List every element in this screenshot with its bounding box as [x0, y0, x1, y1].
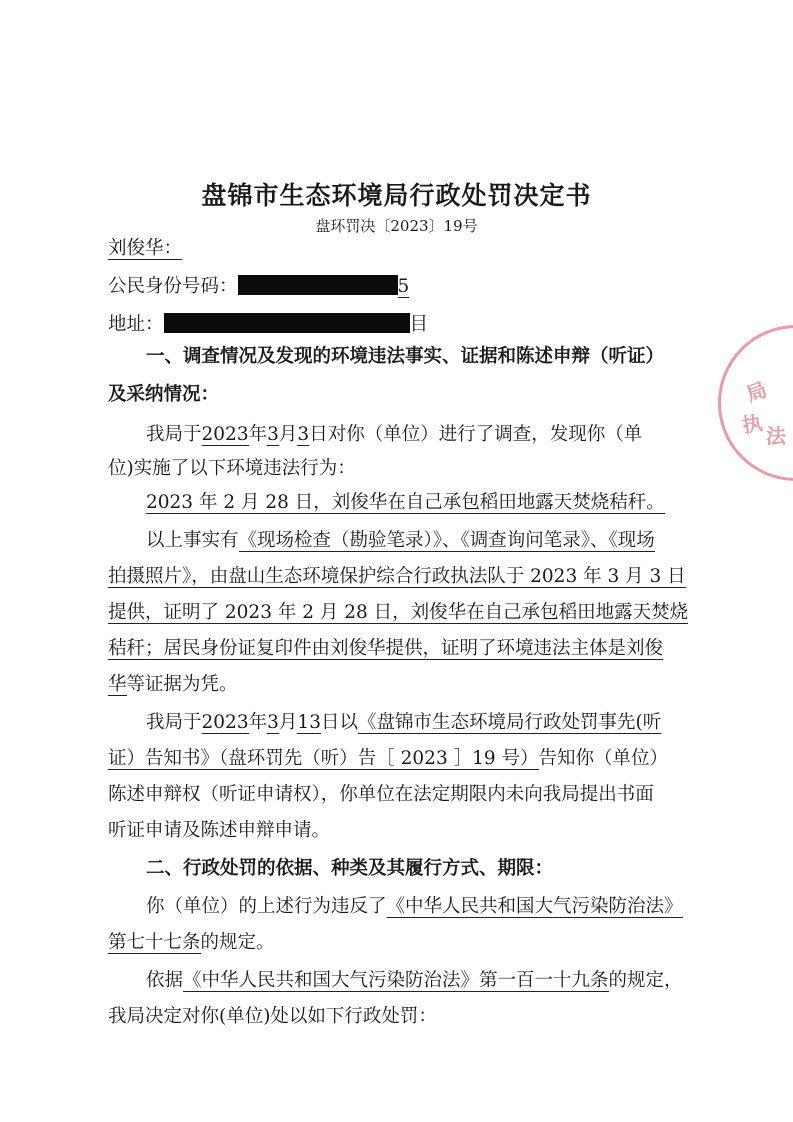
text: 依据 [146, 970, 184, 991]
section1-heading-line1: 一、调查情况及发现的环境违法事实、证据和陈述申辩（听证） [146, 346, 665, 367]
text: 日以 [320, 712, 358, 733]
section2-para1-line1 [146, 894, 746, 920]
section1-para1-line2: 位)实施了以下环境违法行为： [108, 458, 356, 479]
notice-line4: 听证申请及陈述申辩申请。 [108, 820, 331, 841]
evidence-line4 [108, 636, 708, 662]
id-number-redaction [238, 275, 398, 295]
text: 月 [278, 424, 298, 445]
text: 我局于 [146, 712, 202, 733]
text: 年 [248, 424, 268, 445]
notice-document-title: 《盘锦市生态环境局行政处罚事先(听 [357, 712, 662, 733]
document-title: 盘锦市生态环境局行政处罚决定书 [201, 181, 592, 210]
notice-line1 [146, 710, 746, 736]
text: 年 [248, 712, 268, 733]
notice-document-number: 证）告知书》（盘环罚先（听）告［ 2023 ］19 号） [108, 748, 539, 769]
article-reference: 第七十七条 [108, 932, 201, 953]
text: 我局于 [146, 424, 202, 445]
text: 月 [278, 712, 298, 733]
section2-heading: 二、行政处罚的依据、种类及其履行方式、期限： [146, 858, 554, 879]
notice-line3: 陈述申辩权（听证申请权），你单位在法定期限内未向我局提出书面 [108, 784, 654, 805]
section2-para2-line2: 我局决定对你(单位)处以如下行政处罚： [108, 1006, 437, 1027]
evidence-line1 [146, 528, 746, 554]
id-number-label: 公民身份号码： [108, 276, 238, 297]
address-label: 地址： [108, 314, 164, 335]
investigation-day: 3 [297, 424, 310, 445]
section1-para1-line1 [146, 422, 746, 448]
address-redaction [164, 313, 410, 333]
section2-para1-line2 [108, 930, 708, 956]
evidence-text: 华 [108, 674, 127, 695]
id-number-line [108, 274, 708, 300]
law-reference: 《中华人民共和国大气污染防治法》 [386, 896, 683, 917]
investigation-year: 2023 [201, 424, 249, 445]
text: 的规定。 [200, 932, 275, 953]
recipient-name: 刘俊华： [108, 238, 183, 259]
section1-heading-line2: 及采纳情况： [108, 384, 220, 405]
violation-statement [146, 490, 746, 516]
address-tail: 目 [409, 314, 429, 335]
document-number: 盘环罚决〔2023〕19号 [315, 217, 478, 235]
evidence-line5 [108, 672, 708, 698]
notice-day: 13 [297, 712, 321, 733]
evidence-text: 秸秆；居民身份证复印件由刘俊华提供，证明了环境违法主体是刘俊 [108, 638, 664, 659]
penalty-law-reference: 《中华人民共和国大气污染防治法》第一百一十九条 [183, 970, 609, 991]
notice-line2 [108, 746, 708, 772]
text: 以上事实有 [146, 530, 239, 551]
evidence-text: 提供，证明了 2023 年 2 月 28 日，刘俊华在自己承包稻田地露天焚烧 [108, 602, 689, 623]
notice-year: 2023 [201, 712, 249, 733]
text: 等证据为凭。 [126, 674, 238, 695]
text: 你（单位）的上述行为违反了 [146, 896, 387, 917]
recipient-line [108, 236, 708, 262]
violation-text: 2023 年 2 月 28 日，刘俊华在自己承包稻田地露天焚烧秸秆。 [146, 492, 665, 513]
address-line [108, 312, 708, 338]
investigation-month: 3 [267, 424, 279, 445]
evidence-line2 [108, 564, 708, 590]
text: 告知你（单位） [538, 748, 669, 769]
seal-glyph: 局 [743, 377, 771, 407]
seal-glyph: 执 [740, 410, 765, 438]
notice-month: 3 [267, 712, 279, 733]
evidence-line3 [108, 600, 708, 626]
id-number-tail: 5 [397, 276, 410, 297]
evidence-text: 拍摄照片》，由盘山生态环境保护综合行政执法队于 2023 年 3 月 3 日 [108, 566, 686, 587]
text: 日对你（单位）进行了调查，发现你（单 [309, 424, 643, 445]
evidence-list: 《现场检查（勘验笔录）》、《调查询问笔录》、《现场 [238, 530, 655, 551]
text: 的规定， [608, 970, 683, 991]
section2-para2-line1 [146, 968, 746, 994]
seal-glyph: 法 [766, 424, 786, 448]
